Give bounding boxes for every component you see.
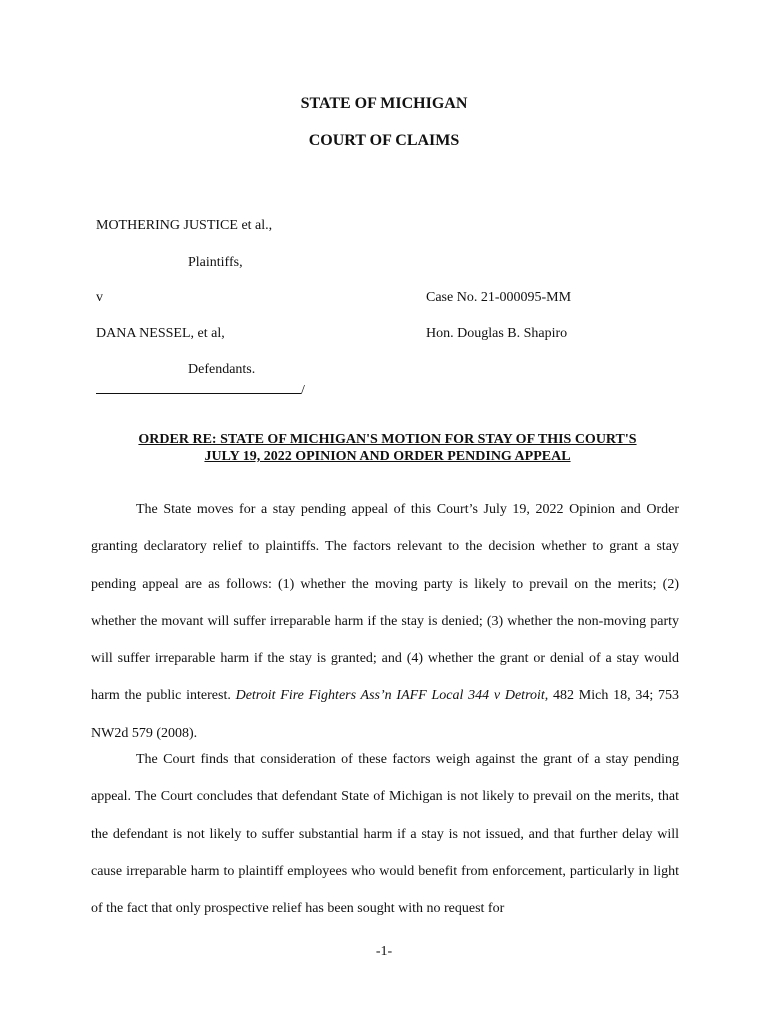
order-title-line-2-text: JULY 19, 2022 OPINION AND ORDER PENDING APPEAL	[204, 449, 571, 464]
state-heading: STATE OF MICHIGAN	[300, 95, 468, 112]
caption-signature-line	[96, 379, 305, 400]
versus-label: v	[96, 290, 103, 305]
order-title-line-1-text: ORDER RE: STATE OF MICHIGAN'S MOTION FOR STAY OF THIS COURT'S	[138, 432, 637, 447]
case-citation: Detroit Fire Fighters Ass’n IAFF Local 344 v Detroit	[235, 688, 545, 704]
paragraph-1-text	[91, 491, 679, 752]
defendant-role: Defendants.	[188, 362, 256, 377]
paragraph-2	[91, 741, 679, 927]
plaintiff-name: MOTHERING JUSTICE et al.,	[96, 218, 273, 233]
paragraph-1	[91, 491, 679, 752]
caption-slash: /	[301, 383, 305, 398]
plaintiff-role: Plaintiffs,	[188, 255, 243, 270]
judge-name: Hon. Douglas B. Shapiro	[426, 326, 568, 341]
caption-rule	[96, 379, 301, 394]
order-title-line-2	[96, 448, 679, 465]
defendant-name: DANA NESSEL, et al,	[96, 326, 225, 341]
paragraph-1-reporter: , 482 Mich 18, 34; 753 NW2d 579 (2008).	[91, 688, 679, 741]
paragraph-1-main: The State moves for a stay pending appeal of this Court’s July 19, 2022 Opinion and Order granting declaratory relief to plaintiffs. The factors relevant to the decision whether to grant a stay pending appeal are as follows: (1) whether the moving party is likely to prevail on the merits; (2) whether the movant will suffer irreparable harm if the stay is denied; (3) whether the non-moving party will suffer irreparable harm if the stay is granted; and (4) whether the grant or denial of a stay would harm the public interest.	[91, 502, 679, 704]
court-heading: COURT OF CLAIMS	[308, 132, 460, 149]
page-number: -1-	[375, 944, 393, 959]
paragraph-2-text: The Court finds that consideration of these factors weigh against the grant of a stay pending appeal. The Court concludes that defendant State of Michigan is not likely to prevail on the merits, that the defendant is not likely to suffer substantial harm if a stay is not issued, and that further delay will cause irreparable harm to plaintiff employees who would benefit from enforcement, particularly in light of the fact that only prospective relief has been sought with no request for	[91, 752, 679, 917]
order-title-line-1	[96, 431, 679, 448]
case-number: Case No. 21-000095-MM	[426, 290, 572, 305]
